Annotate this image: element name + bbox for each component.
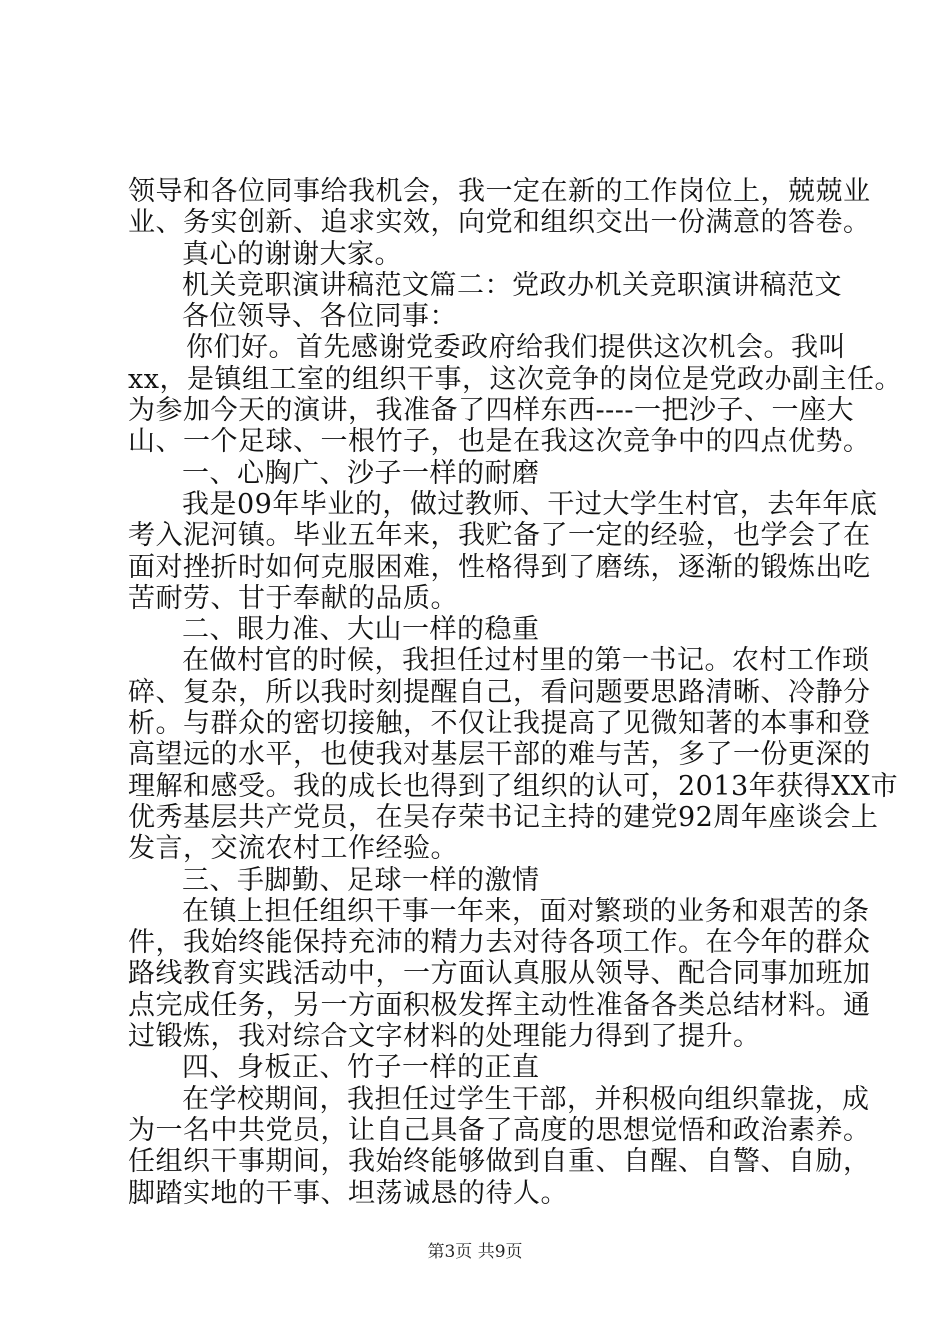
paragraph-line: 脚踏实地的干事、坦荡诚恳的待人。 [128, 1177, 568, 1209]
paragraph-line: 过锻炼，我对综合文字材料的处理能力得到了提升。 [128, 1021, 761, 1053]
paragraph-line: 在学校期间，我担任过学生干部，并积极向组织靠拢，成 [182, 1083, 870, 1115]
paragraph-line: 山、一个足球、一根竹子，也是在我这次竞争中的四点优势。 [128, 426, 871, 458]
paragraph-line: 业、务实创新、追求实效，向党和组织交出一份满意的答卷。 [128, 207, 871, 239]
section-heading: 三、手脚勤、足球一样的激情 [182, 864, 540, 896]
paragraph-line: 析。与群众的密切接触，不仅让我提高了见微知著的本事和登 [128, 708, 871, 740]
section-heading: 一、心胸广、沙子一样的耐磨 [182, 457, 540, 489]
body-text [128, 176, 902, 1209]
paragraph-line: 件，我始终能保持充沛的精力去对待各项工作。在今年的群众 [128, 927, 871, 959]
paragraph-line: 碎、复杂，所以我时刻提醒自己，看问题要思路清晰、冷静分 [128, 676, 871, 708]
paragraph-line: 为一名中共党员，让自己具备了高度的思想觉悟和政治素养。 [128, 1114, 871, 1146]
paragraph-line: 路线教育实践活动中，一方面认真服从领导、配合同事加班加 [128, 958, 871, 990]
paragraph-line: 领导和各位同事给我机会，我一定在新的工作岗位上，兢兢业 [128, 176, 871, 207]
closing-line: 真心的谢谢大家。 [182, 238, 402, 270]
paragraph-line: 发言，交流农村工作经验。 [128, 833, 458, 865]
paragraph-line: 考入泥河镇。毕业五年来，我贮备了一定的经验，也学会了在 [128, 520, 871, 552]
paragraph-line: 你们好。首先感谢党委政府给我们提供这次机会。我叫 [186, 332, 846, 364]
paragraph-line: 为参加今天的演讲，我准备了四样东西----一把沙子、一座大 [128, 395, 854, 427]
paragraph-line: xx，是镇组工室的组织干事，这次竞争的岗位是党政办副主任。 [128, 363, 902, 395]
page-number: 第3页 共9页 [427, 1242, 523, 1262]
section-heading: 二、眼力准、大山一样的稳重 [182, 614, 540, 646]
paragraph-line: 高望远的水平，也使我对基层干部的难与苦，多了一份更深的 [128, 739, 871, 771]
paragraph-line: 我是09年毕业的，做过教师、干过大学生村官，去年年底 [182, 488, 878, 520]
paragraph-line: 优秀基层共产党员，在吴存荣书记主持的建党92周年座谈会上 [128, 801, 879, 833]
paragraph-line: 在做村官的时候，我担任过村里的第一书记。农村工作琐 [182, 645, 870, 677]
paragraph-line: 理解和感受。我的成长也得到了组织的认可，2013年获得XX市 [128, 770, 899, 802]
paragraph-line: 苦耐劳、甘于奉献的品质。 [128, 582, 458, 614]
section-heading: 四、身板正、竹子一样的正直 [182, 1052, 540, 1084]
section-title: 机关竞职演讲稿范文篇二：党政办机关竞职演讲稿范文 [182, 269, 842, 301]
salutation: 各位领导、各位同事： [182, 301, 457, 333]
paragraph-line: 任组织干事期间，我始终能够做到自重、自醒、自警、自励， [128, 1146, 871, 1178]
paragraph-line: 在镇上担任组织干事一年来，面对繁琐的业务和艰苦的条 [182, 895, 870, 927]
paragraph-line: 面对挫折时如何克服困难，性格得到了磨练，逐渐的锻炼出吃 [128, 551, 871, 583]
paragraph-line: 点完成任务，另一方面积极发挥主动性准备各类总结材料。通 [128, 989, 871, 1021]
